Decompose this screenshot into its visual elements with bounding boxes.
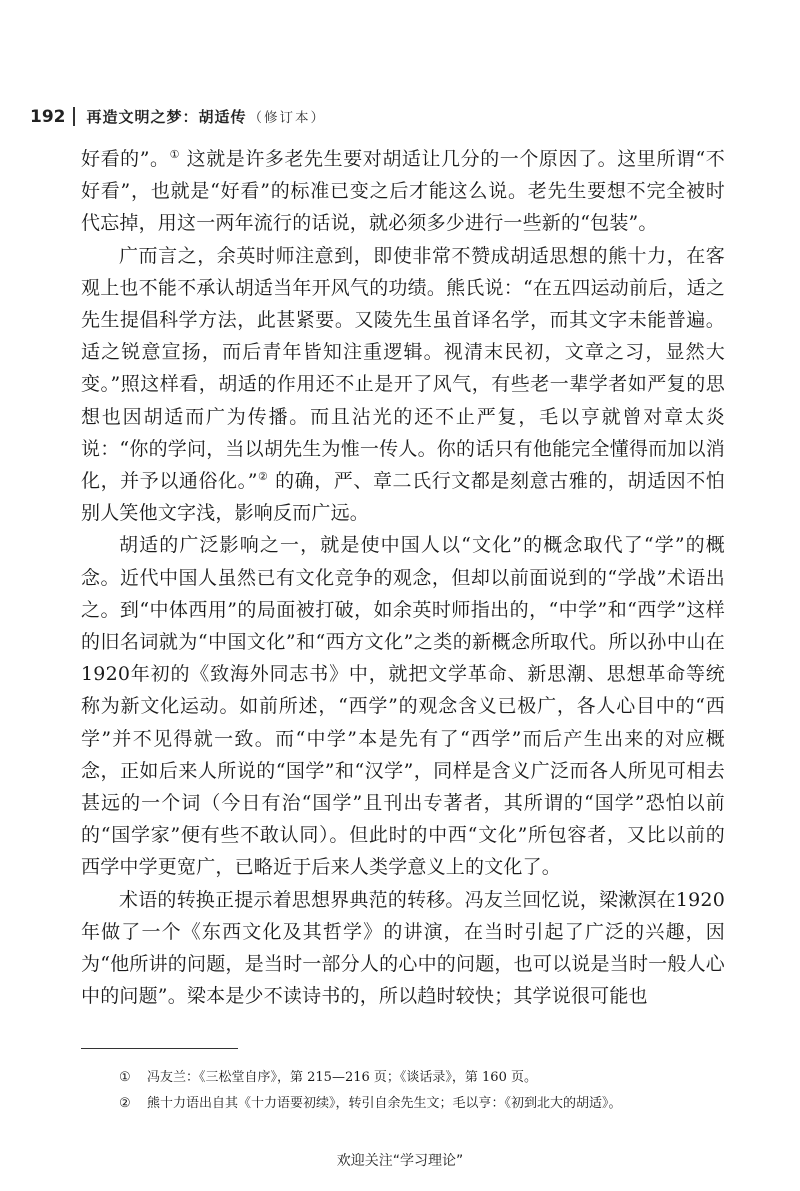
page-number: 192 <box>30 107 66 127</box>
footnotes <box>119 1065 739 1117</box>
paragraph <box>81 529 725 883</box>
footnote-text: 熊十力语出自其《十力语要初续》，转引自余先生文；毛以亨：《初到北大的胡适》。 <box>147 1096 622 1111</box>
footnote-reference: ① <box>169 148 181 161</box>
paragraph <box>81 240 725 530</box>
footer-text: 欢迎关注“学习理论” <box>336 1153 464 1169</box>
paragraph-text: 广而言之，余英时师注意到，即使非常不赞成胡适思想的熊十力，在客观上也不能不承认胡适当年开风气的功绩。熊氏说：“在五四运动前后，适之先生提倡科学方法，此甚紧要。又陵先生虽首译名学，而其文字未能普遍。适之锐意宣扬，而后青年皆知注重逻辑。视清末民初，文章之习，显然大变。”照这样看，胡适的作用还不止是开了风气，有些老一辈学者如严复的思想也因胡适而广为传播。而且沾光的还不止严复，毛以亨就曾对章太炎说：“你的学问，当以胡先生为惟一传人。你的话只有他能完全懂得而加以消化，并予以通俗化。” <box>81 244 725 493</box>
paragraph-text: 这就是许多老先生要对胡适让几分的一个原因了。这里所谓“不好看”，也就是“好看”的标准已变之后才能这么说。老先生要想不完全被时代忘掉，用这一两年流行的话说，就必须多少进行一些新的“包装”。 <box>81 148 725 235</box>
book-title: 再造文明之梦：胡适传 <box>86 108 247 126</box>
footnote <box>119 1065 739 1091</box>
header-divider <box>73 107 75 126</box>
paragraph <box>81 884 725 1013</box>
paragraph <box>81 143 725 240</box>
footnote-text: 冯友兰：《三松堂自序》，第 215—216 页；《谈话录》，第 160 页。 <box>147 1070 537 1085</box>
footnote-separator <box>81 1048 238 1049</box>
running-header <box>30 106 326 127</box>
paragraph-text: 胡适的广泛影响之一，就是使中国人以“文化”的概念取代了“学”的概念。近代中国人虽然已有文化竞争的观念，但却以前面说到的“学战”术语出之。到“中体西用”的局面被打破，如余英时师指出的，“中学”和“西学”这样的旧名词就为“中国文化”和“西方文化”之类的新概念所取代。所以孙中山在1920年初的《致海外同志书》中，就把文学革命、新思潮、思想革命等统称为新文化运动。如前所述，“西学”的观念含义已极广，各人心目中的“西学”并不见得就一致。而“中学”本是先有了“西学”而后产生出来的对应概念，正如后来人所说的“国学”和“汉学”，同样是含义广泛而各人所见可相去甚远的一个词（今日有治“国学”且刊出专著者，其所谓的“国学”恐怕以前的“国学家”便有些不敢认同）。但此时的中西“文化”所包容者，又比以前的西学中学更宽广，已略近于后来人类学意义上的文化了。 <box>81 534 725 879</box>
footnote <box>119 1091 739 1117</box>
body-text <box>81 143 725 1012</box>
paragraph-text: 的确，严、章二氏行文都是刻意古雅的，胡适因不怕别人笑他文字浅，影响反而广远。 <box>81 470 726 525</box>
book-subtitle: （修订本） <box>248 110 327 126</box>
footnote-marker: ② <box>119 1096 131 1111</box>
paragraph-text: 好看的”。 <box>81 148 170 170</box>
footnote-marker: ① <box>119 1070 131 1085</box>
footnote-reference: ② <box>257 470 269 484</box>
paragraph-text: 术语的转换正提示着思想界典范的转移。冯友兰回忆说，梁漱溟在1920年做了一个《东西文化及其哲学》的讲演，在当时引起了广泛的兴趣，因为“他所讲的问题，是当时一部分人的心中的问题，也可以说是当时一般人心中的问题”。梁本是少不读诗书的，所以趋时较快；其学说很可能也 <box>81 888 725 1008</box>
